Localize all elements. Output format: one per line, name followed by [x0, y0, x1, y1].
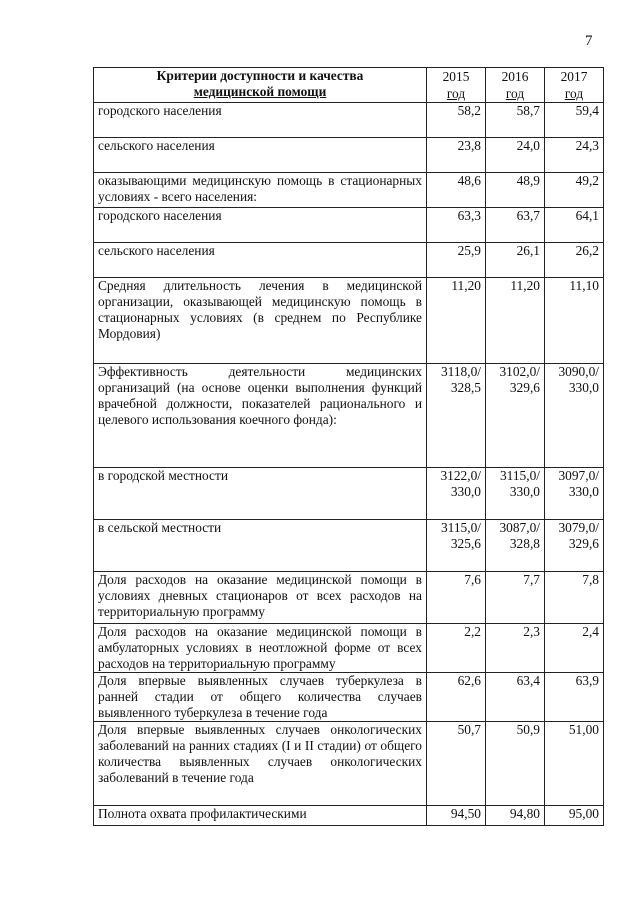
value-cell: 23,8: [427, 138, 486, 173]
value-cell: 24,3: [545, 138, 604, 173]
value-cell: 26,1: [486, 243, 545, 278]
criterion-name: Доля расходов на оказание медицинской помощи в условиях дневных стационаров от всех расходов на территориальную программу: [94, 572, 427, 624]
criterion-name: в городской местности: [94, 468, 427, 520]
header-year-2016: [486, 68, 545, 103]
criterion-name: Средняя длительность лечения в медицинской организации, оказывающей медицинскую помощь в стационарных условиях (в среднем по Республике Мордовия): [94, 278, 427, 364]
value-cell: 94,80: [486, 806, 545, 826]
value-cell: 64,1: [545, 208, 604, 243]
value-part: 329,6: [509, 380, 540, 395]
value-cell: 48,6: [427, 173, 486, 208]
table-row: [94, 364, 604, 468]
value-cell: [545, 364, 604, 468]
criterion-name: Доля впервые выявленных случаев туберкулеза в ранней стадии от общего количества случаев выявленного туберкулеза в течение года: [94, 673, 427, 722]
value-cell: 11,20: [427, 278, 486, 364]
value-cell: 59,4: [545, 103, 604, 138]
value-cell: [486, 468, 545, 520]
table-row: [94, 722, 604, 806]
criterion-name: Эффективность деятельности медицинских организаций (на основе оценки выполнения функций врачебной должности, показателей рационального и целевого использования коечного фонда):: [94, 364, 427, 468]
value-cell: 2,2: [427, 624, 486, 673]
value-cell: 63,3: [427, 208, 486, 243]
criterion-name: в сельской местности: [94, 520, 427, 572]
value-part: 330,0: [568, 484, 599, 499]
table-row: [94, 103, 604, 138]
value-part: 330,0: [450, 484, 481, 499]
year-label: 2017: [560, 69, 588, 84]
table-row: [94, 624, 604, 673]
value-part: 328,8: [509, 536, 540, 551]
value-cell: [427, 520, 486, 572]
value-cell: 7,6: [427, 572, 486, 624]
table-row: [94, 243, 604, 278]
value-part: 3118,0/: [440, 364, 481, 379]
value-part: 3087,0/: [499, 520, 540, 535]
table-row: [94, 173, 604, 208]
year-label: 2016: [501, 69, 529, 84]
criterion-name: Полнота охвата профилактическими: [94, 806, 427, 826]
value-cell: 63,4: [486, 673, 545, 722]
table-row: [94, 138, 604, 173]
criterion-name: Доля расходов на оказание медицинской помощи в амбулаторных условиях в неотложной форме от всех расходов на территориальную программу: [94, 624, 427, 673]
value-cell: 94,50: [427, 806, 486, 826]
table-row: [94, 468, 604, 520]
value-cell: 95,00: [545, 806, 604, 826]
table-row: [94, 806, 604, 826]
value-part: 330,0: [509, 484, 540, 499]
criterion-name: городского населения: [94, 208, 427, 243]
value-cell: 63,9: [545, 673, 604, 722]
value-cell: [545, 468, 604, 520]
page-number: 7: [585, 33, 593, 49]
value-cell: 7,8: [545, 572, 604, 624]
value-part: 3115,0/: [440, 520, 481, 535]
value-cell: 7,7: [486, 572, 545, 624]
value-cell: 58,7: [486, 103, 545, 138]
value-cell: 49,2: [545, 173, 604, 208]
value-cell: 11,20: [486, 278, 545, 364]
value-part: 330,0: [568, 380, 599, 395]
value-part: 3102,0/: [499, 364, 540, 379]
criterion-name: сельского населения: [94, 138, 427, 173]
criterion-name: сельского населения: [94, 243, 427, 278]
table-row: [94, 572, 604, 624]
header-criteria: [94, 68, 427, 103]
value-part: 325,6: [450, 536, 481, 551]
value-cell: 26,2: [545, 243, 604, 278]
criterion-name: городского населения: [94, 103, 427, 138]
value-part: 3090,0/: [558, 364, 599, 379]
value-cell: [545, 520, 604, 572]
value-cell: 50,7: [427, 722, 486, 806]
value-part: 3122,0/: [440, 468, 481, 483]
value-cell: 2,4: [545, 624, 604, 673]
value-cell: [427, 364, 486, 468]
table-row: [94, 208, 604, 243]
header-year-2015: [427, 68, 486, 103]
value-part: 3097,0/: [558, 468, 599, 483]
table-body: [94, 103, 604, 826]
value-cell: 62,6: [427, 673, 486, 722]
value-cell: 51,00: [545, 722, 604, 806]
year-unit: год: [446, 86, 466, 101]
value-cell: 63,7: [486, 208, 545, 243]
table-row: [94, 673, 604, 722]
header-criteria-line1: Критерии доступности и качества: [156, 68, 364, 83]
value-part: 3115,0/: [499, 468, 540, 483]
year-unit: год: [505, 86, 525, 101]
value-part: 3079,0/: [558, 520, 599, 535]
value-cell: [427, 468, 486, 520]
value-cell: 58,2: [427, 103, 486, 138]
value-part: 329,6: [568, 536, 599, 551]
criteria-table: [93, 67, 604, 826]
value-cell: [486, 520, 545, 572]
value-part: 328,5: [450, 380, 481, 395]
value-cell: 11,10: [545, 278, 604, 364]
year-label: 2015: [442, 69, 470, 84]
table-row: [94, 520, 604, 572]
header-year-2017: [545, 68, 604, 103]
header-criteria-line2: медицинской помощи: [193, 84, 327, 99]
value-cell: 48,9: [486, 173, 545, 208]
value-cell: [486, 364, 545, 468]
value-cell: 25,9: [427, 243, 486, 278]
criterion-name: оказывающими медицинскую помощь в стационарных условиях - всего населения:: [94, 173, 427, 208]
year-unit: год: [564, 86, 584, 101]
value-cell: 2,3: [486, 624, 545, 673]
table-row: [94, 278, 604, 364]
value-cell: 50,9: [486, 722, 545, 806]
value-cell: 24,0: [486, 138, 545, 173]
criterion-name: Доля впервые выявленных случаев онкологических заболеваний на ранних стадиях (I и II стадии) от общего количества выявленных случаев онкологических заболеваний в течение года: [94, 722, 427, 806]
table-header-row: [94, 68, 604, 103]
